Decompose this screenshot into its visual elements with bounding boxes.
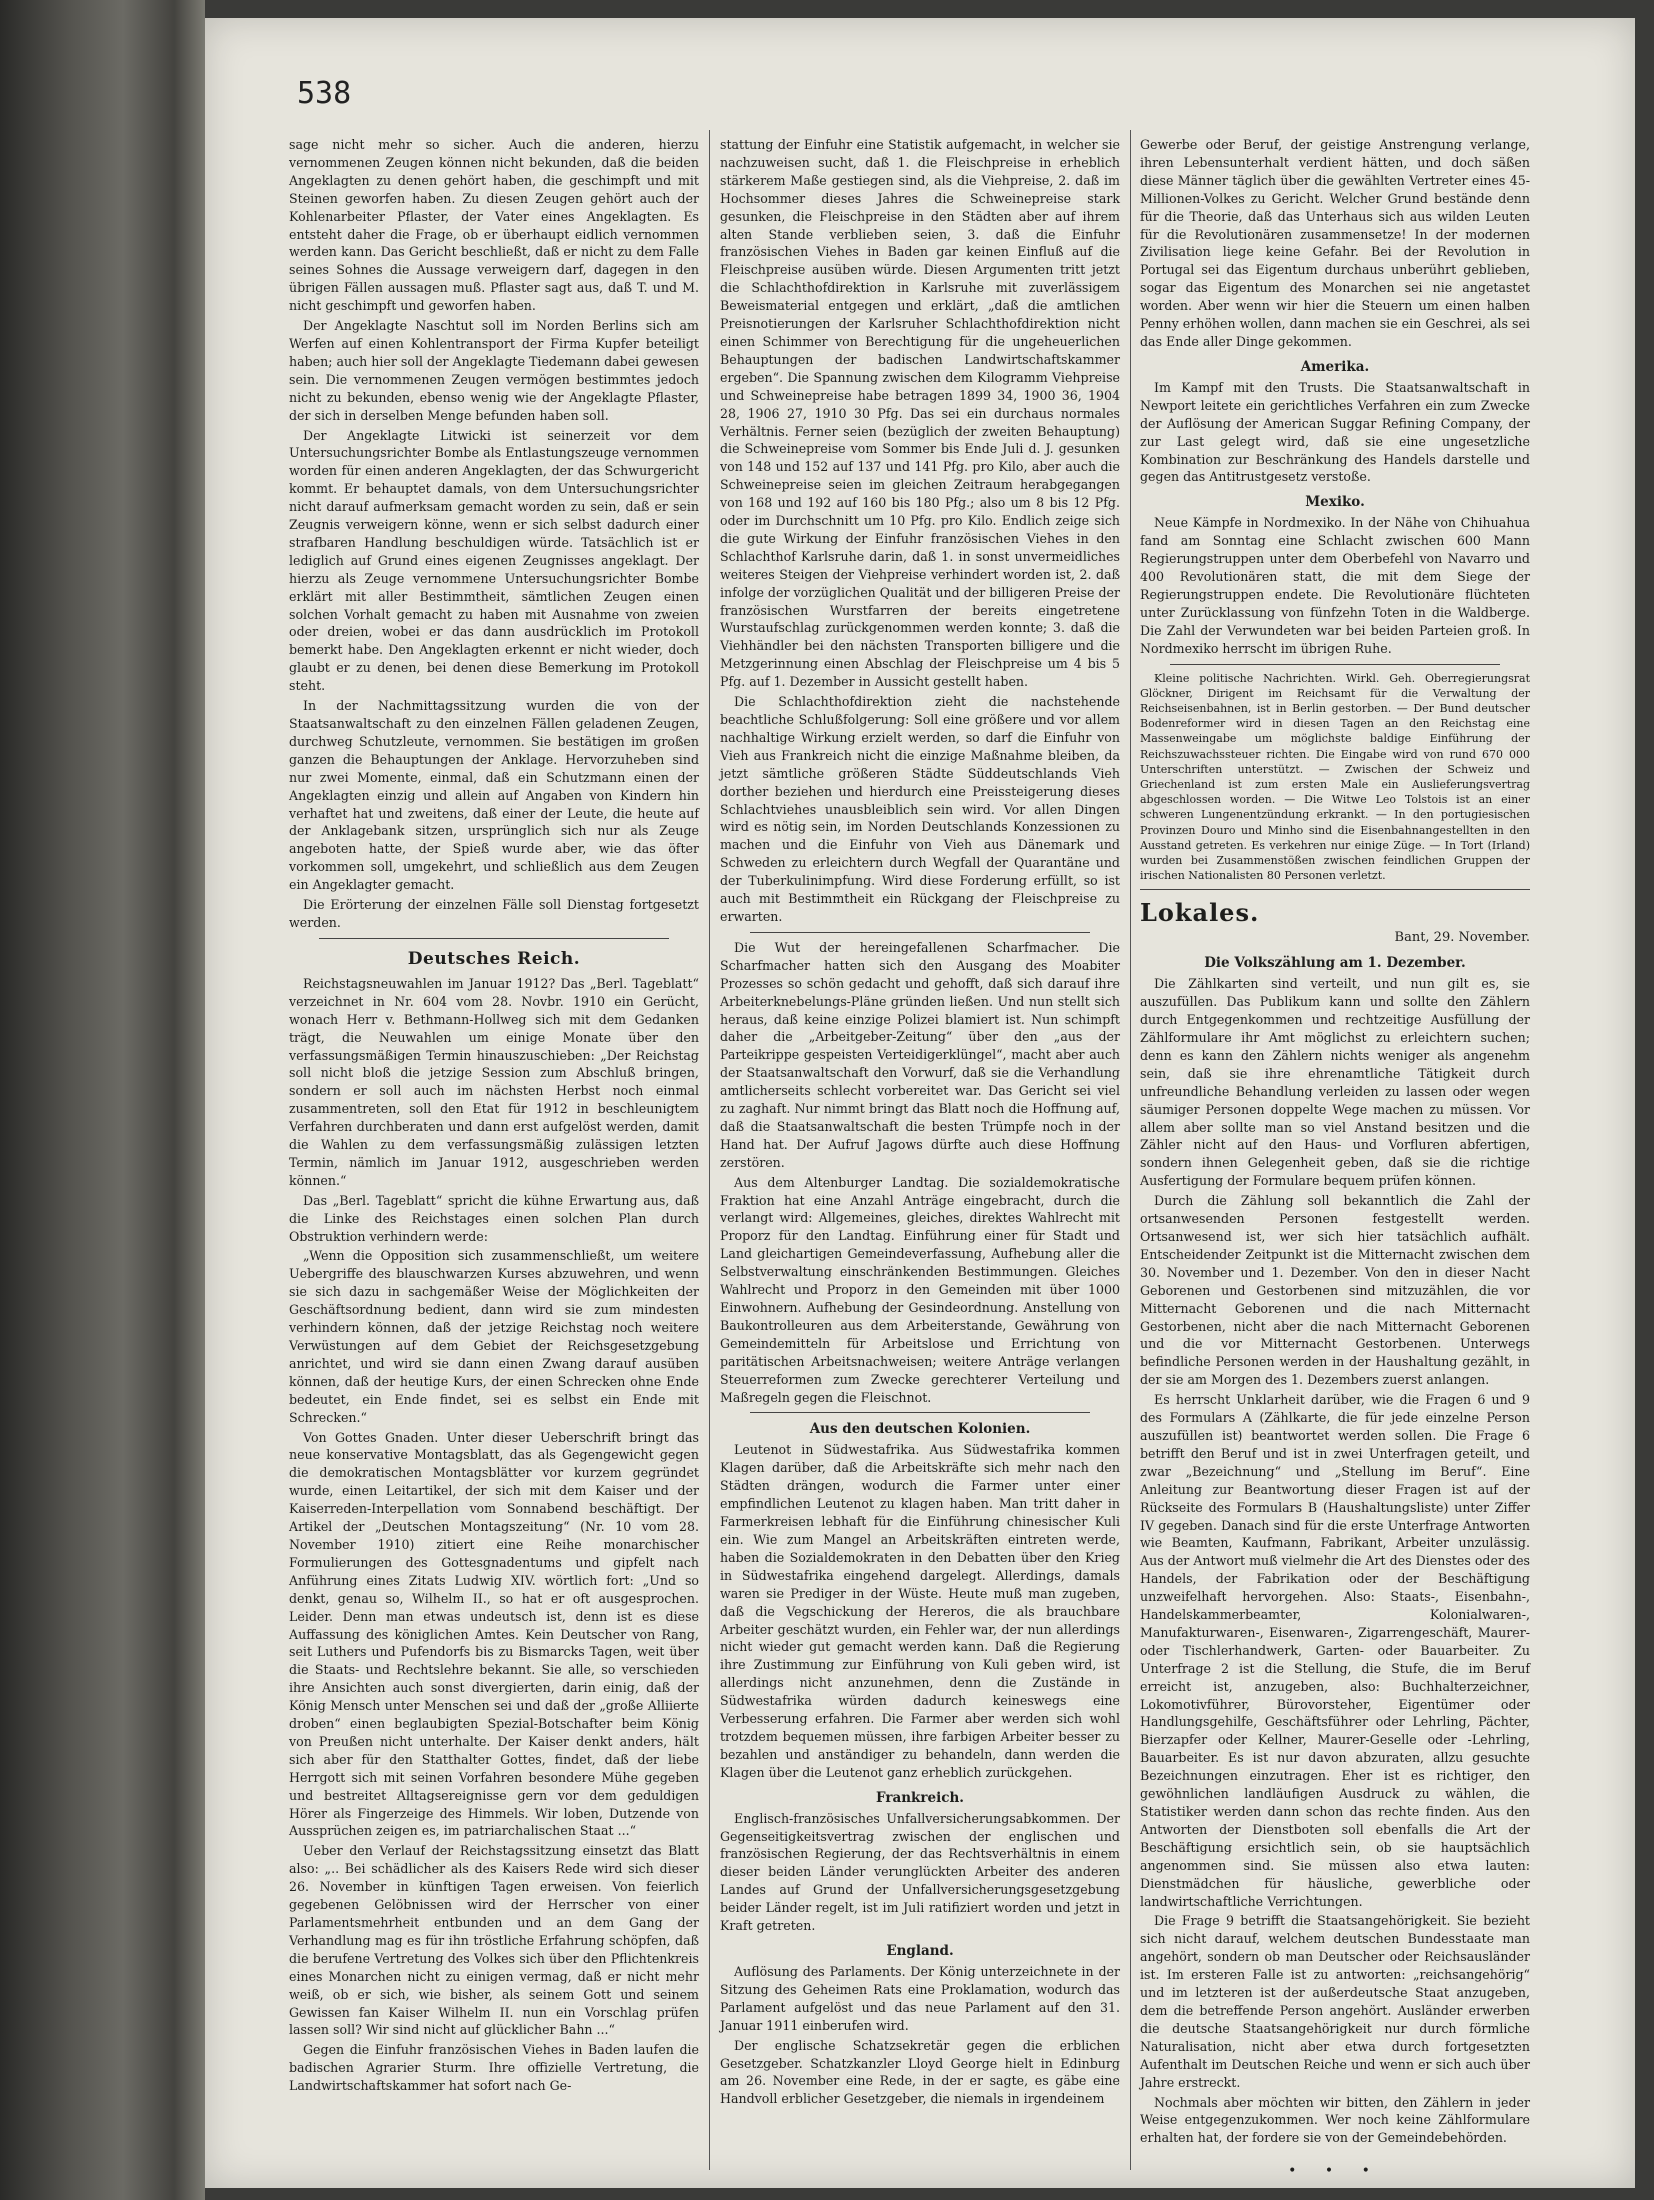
section-heading-deutsches-reich: Deutsches Reich. bbox=[407, 948, 581, 969]
section-heading-england: England. bbox=[886, 1943, 954, 1959]
paragraph: Die Frage 9 betrifft die Staatsangehörigkeit. Sie bezieht sich nicht darauf, welchem deutschen Bundesstaate man angehört, sondern ob man Deutscher oder Reichsausländer ist. Im ersteren Falle ist zu antworten: „reichsangehörig“ und im letzteren ist der außerdeutsche Staat anzugeben, dem die betreffende Person angehört. Ausländer erwerben die deutsche Staatsangehörigkeit nur durch förmliche Naturalisation, nicht aber etwa durch fortgesetzten Aufenthalt im Deutschen Reiche und wenn er sich auch über Jahre erstreckt. bbox=[1140, 1913, 1530, 2090]
section-heading-amerika: Amerika. bbox=[1300, 358, 1370, 375]
section-rule bbox=[319, 938, 669, 939]
paragraph: Auflösung des Parlaments. Der König unterzeichnete in der Sitzung des Geheimen Rats eine Proklamation, wodurch das Parlament aufgelöst und das neue Parlament auf den 31. Januar 1911 einberufen wird. bbox=[720, 1964, 1120, 2033]
book-binding bbox=[0, 0, 205, 2200]
column-2 bbox=[720, 136, 1120, 2166]
paragraph: Die Wut der hereingefallenen Scharfmacher. Die Scharfmacher hatten sich den Ausgang des Moabiter Prozesses so schön gedacht und gehofft, daß sich darauf ihre Arbeiterknebelungs-Pläne gründen ließen. Und nun stellt sich heraus, daß keine einzige Polizei blamiert ist. Nun schimpft daher die „Arbeitgeber-Zeitung“ über den „aus der Parteikrippe gespeisten Verteidigerklüngel“, macht aber auch der Staatsanwaltschaft den Vorwurf, daß sie die Verhandlung amtlicherseits schlecht vorbereitet war. Das Gericht sei viel zu zaghaft. Nur nimmt bringt das Blatt noch die Hoffnung auf, daß die Staatsanwaltschaft die besten Trümpfe noch in der Hand hat. Der Aufruf Jagows dürfte auch diese Hoffnung zerstören. bbox=[720, 939, 1120, 1170]
section-heading-frankreich: Frankreich. bbox=[876, 1789, 964, 1806]
paragraph: Die Erörterung der einzelnen Fälle soll Dienstag fortgesetzt werden. bbox=[289, 897, 699, 930]
paragraph: Die Schlachthofdirektion zieht die nachstehende beachtliche Schlußfolgerung: Soll eine größere und vor allem nachhaltige Wirkung erzielt werden, so darf die Einfuhr von Vieh aus Frankreich nicht die einzige Maßnahme bleiben, da jetzt sämtliche größeren Städte Süddeutschlands Vieh dorther beziehen und hierdurch eine Preissteigerung dieses Schlachtviehes unausbleiblich sein wird. Vor allen Dingen wird es nötig sein, im Norden Deutschlands Konzessionen zu machen und die Einfuhr von Vieh aus Dänemark und Schweden zu erleichtern durch Wegfall der Quarantäne und der Tuberkulinimpfung. Wird diese Forderung erfüllt, so ist auch mit Bestimmtheit ein Rückgang der Fleischpreise zu erwarten. bbox=[720, 694, 1120, 924]
paragraph: Der Angeklagte Litwicki ist seinerzeit vor dem Untersuchungsrichter Bombe als Entlastungszeuge vernommen worden für einen anderen Angeklagten, der das Schwurgericht kommt. Er behauptet damals, von dem Untersuchungsrichter nicht darauf aufmerksam gemacht worden zu sein, daß er sein Zeugnis verweigern könne, wenn er sich selbst dadurch einer strafbaren Handlung beschuldigen würde. Tatsächlich ist er lediglich auf Grund eines eigenen Zeugnisses angeklagt. Der hierzu als Zeuge vernommene Untersuchungsrichter Bombe erklärt mit aller Bestimmtheit, sämtlichen Zeugen einen solchen Vorhalt gemacht zu haben mit Ausnahme von zweien oder dreien, wobei er das dann ausdrücklich im Protokoll bemerkt habe. Den Angeklagten erkennt er nicht wieder, doch glaubt er zu denen, bei denen diese Bemerkung im Protokoll steht. bbox=[289, 427, 699, 694]
paragraph: In der Nachmittagssitzung wurden die von der Staatsanwaltschaft zu den einzelnen Fällen geladenen Zeugen, durchweg Schutzleute, vernommen. Sie bestätigen im großen ganzen die Behauptungen der Anklage. Hervorzuheben sind nur zwei Momente, einmal, daß ein Schutzmann einen der Angeklagten einzig und allein auf Angaben von Kindern hin verhaftet hat und zweitens, daß einer der Leute, die heute auf der Anklagebank sitzen, ursprünglich sich nur als Zeuge angeboten hatte, der Spieß wurde aber, wie das öfter vorkommen soll, umgekehrt, und schließlich aus dem Zeugen ein Angeklagter gemacht. bbox=[289, 698, 699, 893]
paragraph: Der englische Schatzsekretär gegen die erblichen Gesetzgeber. Schatzkanzler Lloyd George hielt in Edinburg am 26. November eine Rede, in der er sagte, es gäbe eine Handvoll erblicher Gesetzgeber, die niemals in irgendeinem bbox=[720, 2037, 1120, 2107]
small-news-block bbox=[1140, 671, 1530, 884]
paragraph: Nochmals aber möchten wir bitten, den Zählern in jeder Weise entgegenzukommen. Wer noch keine Zählformulare erhalten hat, der fordere sie von der Gemeindebehörden. bbox=[1140, 2094, 1530, 2146]
paragraph: Es herrscht Unklarheit darüber, wie die Fragen 6 und 9 des Formulars A (Zählkarte, die für jede einzelne Person auszufüllen ist) beantwortet werden sollen. Die Frage 6 betrifft den Beruf und ist in zwei Unterfragen geteilt, und zwar „Bezeichnung“ und „Stellung im Beruf“. Eine Anleitung zur Beantwortung dieser Fragen ist auf der Rückseite des Formulars B (Haushaltungsliste) unter Ziffer IV gegeben. Danach sind für die erste Unterfrage Antworten wie Beamten, Kaufmann, Fabrikant, Arbeiter unzulässig. Aus der Antwort muß vielmehr die Art des Dienstes oder des Handels, der Fabrikation oder der Beschäftigung unzweifelhaft hervorgehen. Also: Staats-, Eisenbahn-, Handelskammerbeamter, Kolonialwaren-, Manufakturwaren-, Eisenwaren-, Zigarrengeschäft, Maurer- oder Tischlerhandwerk, Garten- oder Bauarbeiter. Zu Unterfrage 2 ist die Stellung, die Stufe, die im Beruf erreicht ist, anzugeben, also: Buchhalterzeichner, Lokomotivführer, Bürovorsteher, Eigentümer oder Handlungsgehilfe, Geschäftsführer oder Lehrling, Pächter, Bierzapfer oder Kellner, Maurer-Geselle oder -Lehrling, Bauarbeiter. Es ist nur davon abzuraten, allzu gesuchte Bezeichnungen einzutragen. Eher ist es richtiger, den gewöhnlichen landläufigen Ausdruck zu wählen, die Statistiker werden dann schon das rechte finden. Aus den Antworten der Dienstboten soll ebenfalls die Art der Beschäftigung ersichtlich sein, ob sie hauptsächlich angenommen sind. Sie müssen also etwa lauten: Dienstmädchen für häusliche, gewerbliche oder landwirtschaftliche Verrichtungen. bbox=[1140, 1392, 1530, 1909]
paragraph: Die Zählkarten sind verteilt, und nun gilt es, sie auszufüllen. Das Publikum kann und sollte den Zählern durch Entgegenkommen und rechtzeitige Ausfüllung der Zählformulare ihr Amt möglichst zu erleichtern suchen; denn es kann den Zählern nichts weniger als angenehm sein, daß sie ihre ehrenamtliche Tätigkeit durch unfreundliche Behandlung verleiden zu lassen oder wegen säumiger Personen doppelte Wege machen zu müssen. Vor allem aber sollte man so viel Anstand besitzen und die Zähler nicht auf den Haus- und Vorfluren abfertigen, sondern ihnen Gelegenheit geben, daß sie die richtige Ausfertigung der Formulare bequem prüfen können. bbox=[1140, 976, 1530, 1189]
page-number: 538 bbox=[297, 76, 352, 111]
paragraph: Englisch-französisches Unfallversicherungsabkommen. Der Gegenseitigkeitsvertrag zwischen der englischen und französischen Regierung, der das Rechtsverhältnis in einem dieser beiden Länder verunglückten Arbeiter des anderen Landes auf Grund der Unfallversicherungsgesetzgebung beider Länder regelt, ist im Juli ratifiziert worden und jetzt in Kraft getreten. bbox=[720, 1810, 1120, 1934]
paragraph: Aus dem Altenburger Landtag. Die sozialdemokratische Fraktion hat eine Anzahl Anträge eingebracht, durch die verlangt wird: Allgemeines, gleiches, direktes Wahlrecht mit Proporz für den Landtag. Einführung einer für Stadt und Land gleichartigen Gemeindeverfassung, Aufhebung aller die Selbstverwaltung einschränkenden Bestimmungen. Gleiches Wahlrecht und Proporz in den Gemeinden mit über 1000 Einwohnern. Aufhebung der Gesindeordnung. Anstellung von Baukontrolleuren aus dem Arbeiterstande, Gewährung von Gemeindemitteln für Arbeitslose und Errichtung von paritätischen Arbeitsnachweisen; weitere Anträge verlangen Steuerreformen zum Zwecke gerechterer Verteilung und Maßregeln gegen die Fleischnot. bbox=[720, 1174, 1120, 1405]
article-heading-volkszaehlung: Die Volkszählung am 1. Dezember. bbox=[1204, 955, 1466, 972]
section-rule bbox=[750, 1412, 1090, 1413]
paragraph: Durch die Zählung soll bekanntlich die Zahl der ortsanwesenden Personen festgestellt werden. Ortsanwesend ist, wer sich hier tatsächlich aufhält. Entscheidender Zeitpunkt ist die Mitternacht zwischen dem 30. November und 1. Dezember. Von den in dieser Nacht Geborenen und Gestorbenen sind mitzuzählen, die vor Mitternacht Geborenen und die nach Mitternacht Gestorbenen, nicht aber die nach Mitternacht Geborenen und die vor Mitternacht Gestorbenen. Unterwegs befindliche Personen werden in der Haushaltung gezählt, in der sie am Morgen des 1. Dezembers zuerst anlangen. bbox=[1140, 1193, 1530, 1388]
paragraph: Ueber den Verlauf der Reichstagssitzung einsetzt das Blatt also: „.. Bei schädlicher als des Kaisers Rede wird sich dieser 26. November in künftigen Tagen erweisen. Von feierlich gegebenen Gelöbnissen wird der Herrscher von einer Parlamentsmehrheit entbunden und an dem Gang der Verhandlung mag es für ihn tröstliche Erfahrung schöpfen, daß die berufene Vertretung des Volkes sich über den Pflichtenkreis eines Monarchen nicht zu einigen vermag, daß er nicht mehr weiß, ob er sich, wie bisher, als seinem Gott und seinem Gewissen fan Kaiser Wilhelm II. nun ein Vorschlag prüfen lassen soll? Wir sind nicht auf glücklicher Bahn ...“ bbox=[289, 1843, 699, 2038]
dateline: Bant, 29. November. bbox=[1394, 930, 1530, 946]
column-divider bbox=[709, 130, 710, 2170]
paragraph: sage nicht mehr so sicher. Auch die anderen, hierzu vernommenen Zeugen können nicht bekunden, daß die beiden Angeklagten zu denen gehört haben, die geschimpft und mit Steinen geworfen haben. Zu diesen Zeugen gehört auch der Kohlenarbeiter Pflaster, der Vater eines Angeklagten. Es entsteht daher die Frage, ob er überhaupt eidlich vernommen werden kann. Das Gericht beschließt, daß er nicht zu dem Falle seines Sohnes die Aussage verweigern darf, dagegen in den übrigen Fällen aussagen muß. Pflaster sagt aus, daß T. und M. nicht geschimpft und geworfen haben. bbox=[289, 137, 699, 314]
section-rule bbox=[1170, 664, 1500, 665]
paragraph: Von Gottes Gnaden. Unter dieser Ueberschrift bringt das neue konservative Montagsblatt, das als Gegengewicht gegen die demokratischen Montagsblätter vor kurzem gegründet wurde, einen Leitartikel, der sich mit dem Kaiser und der Kaiserreden-Interpellation vom Sonnabend beschäftigt. Der Artikel der „Deutschen Montagszeitung“ (Nr. 10 vom 28. November 1910) zitiert eine Reihe monarchischer Formulierungen des Gottesgnadentums und gipfelt nach Anführung eines Zitats Ludwig XIV. wörtlich fort: „Und so denkt, genau so, Wilhelm II., so hat er oft ausgesprochen. Leider. Denn man etwas undeutsch ist, denn ist es diese Auffassung des königlichen Amtes. Kein Deutscher von Rang, seit Luthers und Pufendorfs bis zu Bismarcks Tagen, weit über die Staats- und Rechtslehre bekannt. Sie alle, so verschieden ihre Ansichten auch sonst divergierten, darin einig, daß der König Mensch unter Menschen sei und daß der „große Alliierte droben“ einen beglaubigten Spezial-Botschafter beim König von Preußen nicht unterhalte. Der Kaiser denkt anders, hält sich aber für den Statthalter Gottes, findet, daß der liebe Herrgott sich mit seinen Vorfahren besondere Mühe gegeben und bestreitet Alltagsereignisse gern vor dem geduldigen Hörer als Fingerzeige des Himmels. Wir loben, Dutzende von Aussprüchen zeigen es, im patriarchalischen Staat ...“ bbox=[289, 1429, 699, 1839]
section-heading-mexiko: Mexiko. bbox=[1305, 494, 1365, 511]
paragraph: Reichstagsneuwahlen im Januar 1912? Das „Berl. Tageblatt“ verzeichnet in Nr. 604 vom 28. Novbr. 1910 ein Gerücht, wonach Herr v. Bethmann-Hollweg sich mit dem Gedanken trägt, die Neuwahlen um einige Monate über den verfassungsmäßigen Termin hinauszuschieben: „Der Reichstag soll nicht bloß die jetzige Session zum Abschluß bringen, sondern er soll auch im nächsten Herbst noch einmal zusammentreten, soll den Etat für 1912 in beschleunigtem Verfahren durchberaten und dann erst aufgelöst werden, damit die Wahlen zu dem verfassungsmäßig zulässigen letzten Termin, nämlich im Januar 1912, ausgeschrieben werden können.“ bbox=[289, 975, 699, 1188]
end-mark: • • • bbox=[1288, 2163, 1382, 2180]
section-rule bbox=[750, 932, 1090, 933]
paragraph: „Wenn die Opposition sich zusammenschließt, um weitere Uebergriffe des blauschwarzen Kurses abzuwehren, und wenn sie sich dazu in sachgemäßer Weise der Möglichkeiten der Geschäftsordnung bedient, dann wird sie zum mindesten verhindern können, daß der jetzige Reichstag noch weitere Verwüstungen auf dem Gebiet der Reichsgesetzgebung anrichtet, und wird sie dann einen Zwang darauf ausüben können, daß der heutige Kurs, der einen Schrecken ohne Ende bedeutet, ein Ende findet, sei es selbst ein Ende mit Schrecken.“ bbox=[289, 1248, 699, 1425]
paragraph: Gegen die Einfuhr französischen Viehes in Baden laufen die badischen Agrarier Sturm. Ihre offizielle Vertretung, die Landwirtschaftskammer hat sofort nach Ge- bbox=[289, 2042, 699, 2094]
paragraph: Gewerbe oder Beruf, der geistige Anstrengung verlange, ihren Lebensunterhalt verdient hätten, und doch säßen diese Männer täglich über die gewählten Vertreter eines 45-Millionen-Volkes zu Gericht. Welcher Grund bestände denn für die Theorie, daß das Unterhaus sich aus wilden Leuten für die Revolutionären zusammensetze! In der modernen Zivilisation liege keine Gefahr. Bei der Revolution in Portugal sei das Eigentum durchaus unberührt geblieben, sogar das Eigentum des Monarchen sei nie angetastet worden. Aber wenn wir hier die Steuern um einen halben Penny erhöhen wollen, dann machen sie ein Geschrei, als sei das Ende aller Dinge gekommen. bbox=[1140, 137, 1530, 349]
section-rule bbox=[1140, 889, 1530, 890]
paragraph: Neue Kämpfe in Nordmexiko. In der Nähe von Chihuahua fand am Sonntag eine Schlacht zwischen 600 Mann Regierungstruppen unter dem Oberbefehl von Navarro und 400 Revolutionären statt, die mit dem Siege der Regierungstruppen endete. Die Revolutionäre flüchteten unter Zurücklassung von fünfzehn Toten in die Waldberge. Die Zahl der Verwundeten war bei beiden Parteien groß. In Nordmexiko herrscht im übrigen Ruhe. bbox=[1140, 515, 1530, 656]
column-1 bbox=[289, 136, 699, 2166]
paragraph: Das „Berl. Tageblatt“ spricht die kühne Erwartung aus, daß die Linke des Reichstages einen solchen Plan durch Obstruktion verhindern werde: bbox=[289, 1192, 699, 1244]
section-heading-kolonien: Aus den deutschen Kolonien. bbox=[809, 1421, 1031, 1438]
section-heading-lokales: Lokales. bbox=[1140, 898, 1260, 928]
newspaper-page bbox=[205, 18, 1635, 2188]
paragraph: Kleine politische Nachrichten. Wirkl. Geh. Oberregierungsrat Glöckner, Dirigent im Reichsamt für die Verwaltung der Reichseisenbahnen, ist in Berlin gestorben. — Der Bund deutscher Bodenreformer wird in diesen Tagen an den Reichstag eine Massenweingabe um möglichste baldige Einführung der Reichszuwachssteuer richten. Die Eingabe wird von rund 670 000 Unterschriften unterstützt. — Zwischen der Schweiz und Griechenland ist zum ersten Male ein Auslieferungsvertrag abgeschlossen worden. — Die Witwe Leo Tolstois ist an einer schweren Lungenentzündung erkrankt. — In den portugiesischen Provinzen Douro und Minho sind die Eisenbahnangestellten in den Ausstand getreten. Es verkehren nur einige Züge. — In Tort (Irland) wurden bei Zusammenstößen zwischen feindlichen Gruppen der irischen Nationalisten 80 Personen verletzt. bbox=[1140, 671, 1530, 883]
paragraph: Leutenot in Südwestafrika. Aus Südwestafrika kommen Klagen darüber, daß die Arbeitskräfte sich mehr nach den Städten drängen, wodurch die Farmer unter einer empfindlichen Leutenot zu klagen haben. Man tritt daher in Farmerkreisen lebhaft für die Einführung chinesischer Kuli ein. Wie zum Mangel an Arbeitskräften eintreten werde, haben die Sozialdemokraten in den Debatten über den Krieg in Südwestafrika eingehend dargelegt. Allerdings, damals waren sie Prediger in der Wüste. Heute muß man zugeben, daß die Vegschickung der Hereros, die als brauchbare Arbeiter geschätzt wurden, ein Fehler war, der nun allerdings nicht wieder gut gemacht werden kann. Daß die Regierung ihre Zustimmung zur Einführung von Kuli geben wird, ist allerdings nicht anzunehmen, denn die Zustände in Südwestafrika würden dadurch keineswegs eine Verbesserung erfahren. Die Farmer aber werden sich wohl trotzdem bequemen müssen, ihre farbigen Arbeiter besser zu bezahlen und anständiger zu behandeln, dann werden die Klagen über die Leutenot ganz erheblich zurückgehen. bbox=[720, 1442, 1120, 1780]
column-divider bbox=[1130, 130, 1131, 2170]
paragraph: Der Angeklagte Naschtut soll im Norden Berlins sich am Werfen auf einen Kohlentransport der Firma Kupfer beteiligt haben; auch hier soll der Angeklagte Tiedemann dabei gewesen sein. Die vernommenen Zeugen vermögen bestimmtes jedoch nicht zu bekunden, ebenso wenig wie der Angeklagte Pflaster, der sich in derselben Menge befunden haben soll. bbox=[289, 318, 699, 423]
column-3 bbox=[1140, 136, 1530, 2180]
paragraph: Im Kampf mit den Trusts. Die Staatsanwaltschaft in Newport leitete ein gerichtliches Verfahren ein zum Zwecke der Auflösung der American Suggar Refining Company, der zur Last gelegt wird, daß sie eine ungesetzliche Kombination zur Beschränkung des Handels darstelle und gegen das Antitrustgesetz verstoße. bbox=[1140, 379, 1530, 485]
paragraph: stattung der Einfuhr eine Statistik aufgemacht, in welcher sie nachzuweisen sucht, daß 1. die Fleischpreise in erheblich stärkerem Maße gestiegen sind, als die Viehpreise, 2. daß im Hochsommer dieses Jahres die Schweinepreise stark gesunken, die Fleischpreise in den Städten aber auf ihrem alten Stande verblieben seien, 3. daß die Einfuhr französischen Viehes in Baden gar keinen Einfluß auf die Fleischpreise ausüben würde. Diesen Argumenten tritt jetzt die Schlachthofdirektion in Karlsruhe mit zuverlässigem Beweismaterial entgegen und erklärt, „daß die amtlichen Preisnotierungen der Karlsruher Schlachthofdirektion nicht einen Schimmer von Berechtigung für die ungeheuerlichen Behauptungen der badischen Landwirtschaftskammer ergeben“. Die Spannung zwischen dem Kilogramm Viehpreise und Schweinepreise habe betragen 1899 34, 1900 36, 1904 28, 1906 27, 1910 30 Pfg. Das sei ein durchaus normales Verhältnis. Ferner seien (bezüglich der zweiten Behauptung) die Schweinepreise vom Sommer bis Ende Juli d. J. gesunken von 148 und 152 auf 137 und 141 Pfg. pro Kilo, aber auch die Schweinepreise seien im gleichen Zeitraum herabgegangen von 168 und 192 auf 160 bis 180 Pfg.; also um 8 bis 12 Pfg. oder im Durchschnitt um 10 Pfg. pro Kilo. Endlich zeige sich die gute Wirkung der Einfuhr französischen Viehes in den Schlachthof Karlsruhe darin, daß 1. in sonst unvermeidliches weiteres Steigen der Viehpreise verhindert worden ist, 2. daß infolge der vorzüglichen Qualität und der billigeren Preise der französischen Wurstfarren der bereits eingetretene Wurstaufschlag zurückgenommen werden konnte; 3. daß die Viehhändler bei den nächsten Transporten billigere und die Metzgerinnung einen Abschlag der Fleischpreise um 4 bis 5 Pfg. auf 1. Dezember in Aussicht gestellt haben. bbox=[720, 137, 1120, 690]
